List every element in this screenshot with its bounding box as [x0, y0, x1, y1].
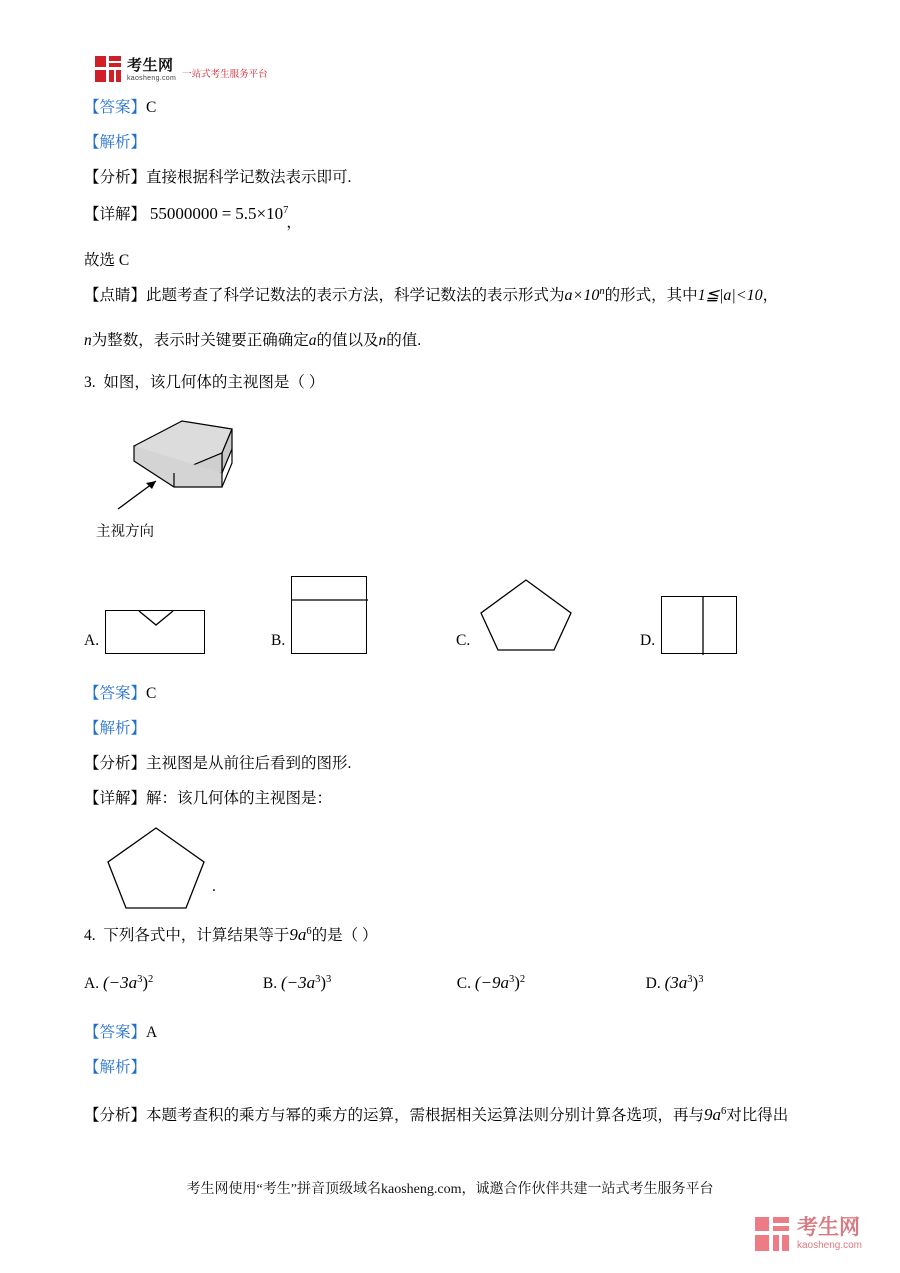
- site-logo: [95, 56, 268, 82]
- dianjing-text-4f: 的值.: [386, 332, 422, 350]
- q3-option-a-shape: [105, 610, 205, 654]
- q3-analysis-tag: 【解析】: [84, 719, 147, 737]
- dianjing-formula-1: a×10: [564, 287, 600, 305]
- vertical-line-icon: [662, 597, 738, 655]
- q2-fenxi-line: [84, 166, 819, 190]
- q4-answer-line: [84, 1021, 819, 1045]
- xiangjie-formula-comma: ，: [286, 215, 302, 232]
- q4-option-b-outer-exp: 3: [326, 974, 332, 986]
- q4-option-c-base: (−9a: [474, 973, 509, 993]
- logo-wordmark: [127, 58, 176, 82]
- q4-option-d[interactable]: [646, 970, 704, 996]
- q4-option-d-outer-exp: 3: [698, 974, 704, 986]
- fenxi-text: 直接根据科学记数法表示即可.: [146, 169, 352, 187]
- dianjing-text-4e: n: [378, 332, 387, 350]
- q4-option-c-outer-exp: 2: [519, 974, 526, 986]
- q2-dianjing-line: [84, 284, 819, 309]
- dianjing-text-4a: n: [84, 332, 92, 350]
- watermark-title: 考生网: [796, 1216, 860, 1239]
- q4-option-b-close: ): [320, 973, 327, 993]
- q4-option-a-close: ): [142, 973, 149, 993]
- document-body: [84, 96, 819, 1139]
- dianjing-text-2: 的形式，其中: [604, 287, 698, 305]
- q3-option-d[interactable]: [640, 596, 737, 654]
- q3-option-c[interactable]: [456, 576, 576, 654]
- q4-stem-text-b: 的是（ ）: [311, 926, 378, 944]
- watermark-domain: kaosheng.com: [796, 1240, 862, 1251]
- q4-option-b-letter: B.: [262, 975, 278, 993]
- notch-icon: [106, 611, 206, 655]
- q3-stem: [84, 371, 819, 395]
- dianjing-formula-2: 1≦|a|<10: [697, 287, 763, 305]
- q4-option-a-letter: A.: [84, 975, 100, 993]
- q3-option-d-letter: D.: [640, 631, 656, 649]
- q3-view-direction-label: 主视方向: [96, 524, 154, 541]
- q3-number: 3.: [84, 374, 96, 392]
- q3-xiangjie-tag: 【详解】: [84, 789, 147, 807]
- xiangjie-formula-exp: 7: [283, 204, 289, 216]
- q4-option-a-outer-exp: 2: [148, 974, 154, 986]
- q3-answer-line: [84, 682, 819, 706]
- q4-option-d-letter: D.: [645, 975, 661, 993]
- q3-option-a-letter: A.: [84, 631, 100, 649]
- q4-option-c-letter: C.: [456, 975, 471, 993]
- answer-tag: 【答案】: [84, 99, 147, 116]
- q3-option-c-letter: C.: [456, 631, 471, 649]
- q3-option-b[interactable]: [271, 576, 367, 654]
- answer-value: C: [146, 99, 157, 116]
- xiangjie-formula-right: 5.5×10: [235, 204, 284, 224]
- q4-answer-tag: 【答案】: [84, 1023, 147, 1041]
- dianjing-text-1: 此题考查了科学记数法的表示方法，科学记数法的表示形式为: [146, 287, 565, 305]
- q3-option-b-letter: B.: [271, 631, 286, 649]
- q3-answer-value: C: [146, 684, 157, 702]
- q3-option-b-shape: [291, 576, 367, 654]
- solid-shape-svg: [104, 401, 304, 521]
- q2-xiangjie-line: [84, 201, 819, 232]
- q3-options-row: [84, 562, 819, 654]
- q3-fenxi-line: [84, 752, 819, 776]
- q4-stem-text-a: 下列各式中，计算结果等于: [103, 926, 290, 944]
- q3-answer-figure: [100, 822, 819, 922]
- dianjing-text-4d: 的值以及: [316, 332, 379, 350]
- q4-fenxi-text-b: 对比得出: [726, 1106, 789, 1124]
- top-band-icon: [292, 577, 368, 655]
- q3-option-a[interactable]: [84, 610, 205, 654]
- q3-answer-tag: 【答案】: [84, 684, 147, 702]
- q3-xiangjie-text: 解：该几何体的主视图是：: [146, 789, 333, 807]
- logo-title: 考生网: [127, 57, 174, 74]
- q4-option-d-base-exp: 3: [687, 974, 693, 986]
- dianjing-formula-1-exp: n: [599, 286, 605, 298]
- q3-option-c-shape: [476, 576, 576, 654]
- q4-fenxi-formula-exp: 6: [721, 1105, 727, 1117]
- q4-stem-formula-exp: 6: [306, 925, 312, 937]
- q4-fenxi-tag: 【分析】: [84, 1106, 147, 1124]
- logo-slogan: 一站式考生服务平台: [182, 69, 268, 80]
- q4-number: 4.: [84, 926, 96, 944]
- q4-option-c-close: ): [514, 973, 520, 993]
- q4-analysis-tag-line: [84, 1056, 819, 1080]
- xiangjie-formula-left: 55000000: [149, 204, 218, 224]
- q4-option-b-base: (−3a: [280, 973, 316, 993]
- q4-answer-value: A: [146, 1023, 158, 1041]
- q2-conclusion-line: 故选 C: [84, 252, 130, 270]
- q3-solid-figure: [104, 401, 304, 521]
- dianjing-text-3: ，: [762, 287, 779, 305]
- q4-option-d-close: ): [692, 973, 699, 993]
- pentagon-icon: [476, 576, 576, 654]
- q4-option-d-base: (3a: [664, 973, 688, 993]
- q4-option-a-base-exp: 3: [137, 974, 143, 986]
- q2-answer-line: [84, 96, 819, 120]
- q4-option-b[interactable]: [263, 970, 453, 996]
- footer-watermark: [755, 1217, 862, 1251]
- watermark-logo-icon: [755, 1217, 789, 1251]
- q3-fenxi-tag: 【分析】: [84, 754, 147, 772]
- fenxi-tag: 【分析】: [84, 169, 147, 187]
- q4-option-b-base-exp: 3: [315, 974, 321, 986]
- q2-dianjing-line-2: [84, 329, 819, 353]
- dianjing-tag: 【点睛】: [84, 287, 147, 305]
- logo-icon: [95, 56, 121, 82]
- q4-option-c-base-exp: 3: [508, 974, 515, 986]
- q4-options-row: [84, 970, 819, 996]
- answer-pentagon-icon: [100, 822, 220, 914]
- q2-analysis-tag-line: [84, 131, 819, 155]
- q4-analysis-tag: 【解析】: [84, 1058, 147, 1076]
- q4-stem: [84, 922, 819, 948]
- xiangjie-formula-eq: =: [221, 204, 232, 224]
- footer-note: 考生网使用“考生”拼音顶级域名kaosheng.com，诚邀合作伙伴共建一站式考生服务平台: [186, 1182, 714, 1197]
- q3-answer-period: .: [212, 877, 216, 895]
- q4-fenxi-formula: 9a: [704, 1104, 722, 1124]
- q4-option-a[interactable]: [84, 970, 259, 996]
- xiangjie-tag: 【详解】: [84, 206, 147, 224]
- watermark-wordmark: [797, 1217, 862, 1251]
- q3-xiangjie-line: [84, 787, 819, 811]
- dianjing-text-4b: 为整数，表示时关键要正确确定: [91, 332, 309, 350]
- logo-domain: kaosheng.com: [127, 75, 177, 82]
- q3-fenxi-text: 主视图是从前往后看到的图形.: [146, 754, 352, 772]
- q4-option-a-base: (−3a: [102, 973, 138, 993]
- analysis-tag: 【解析】: [84, 134, 147, 152]
- q4-fenxi-text-a: 本题考查积的乘方与幂的乘方的运算，需根据相关运算法则分别计算各选项，再与: [146, 1106, 705, 1124]
- q4-stem-formula: 9a: [289, 924, 307, 944]
- q4-fenxi-line: [84, 1102, 819, 1128]
- dianjing-text-4c: a: [308, 332, 317, 350]
- q4-option-c[interactable]: [457, 970, 642, 996]
- q3-stem-text: 如图，该几何体的主视图是（ ）: [103, 374, 325, 392]
- q3-option-d-shape: [661, 596, 737, 654]
- q3-analysis-tag-line: [84, 717, 819, 741]
